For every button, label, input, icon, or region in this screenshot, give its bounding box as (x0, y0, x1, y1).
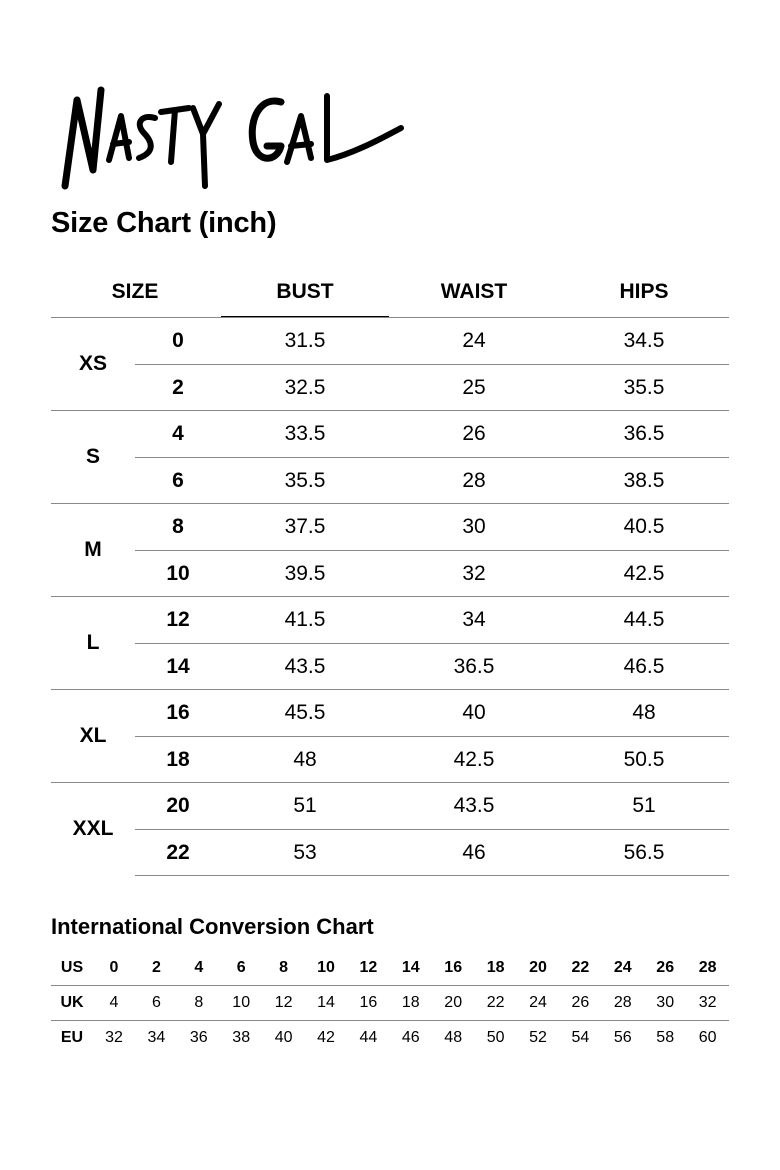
brand-logo (55, 78, 410, 196)
conversion-cell: 4 (194, 959, 204, 976)
cell-bust: 35.5 (284, 469, 326, 492)
conversion-cell: 22 (571, 959, 590, 976)
conversion-cell: 12 (274, 994, 293, 1011)
conversion-cell: 40 (274, 1029, 293, 1046)
cell-bust: 41.5 (284, 608, 326, 631)
cell-hips: 34.5 (623, 329, 665, 352)
conversion-cell: 6 (236, 959, 246, 976)
cell-waist: 46 (462, 841, 486, 864)
conversion-cell: 32 (698, 994, 717, 1011)
cell-size: 8 (172, 515, 184, 538)
cell-waist: 32 (462, 562, 486, 585)
conversion-cell: 12 (359, 959, 378, 976)
conversion-cell: 18 (401, 994, 420, 1011)
conversion-row-uk (51, 985, 729, 1020)
cell-size: 22 (166, 841, 190, 864)
cell-waist: 25 (462, 376, 486, 399)
size-group-s (51, 410, 729, 503)
cell-waist: 34 (462, 608, 486, 631)
table-row (135, 457, 729, 504)
conversion-cell: 54 (571, 1029, 590, 1046)
conversion-cell: 6 (151, 994, 161, 1011)
cell-waist: 30 (462, 515, 486, 538)
table-row (135, 643, 729, 690)
conversion-cell: 22 (486, 994, 505, 1011)
conversion-cell: 20 (444, 994, 463, 1011)
conversion-cell: 26 (656, 959, 675, 976)
cell-hips: 35.5 (623, 376, 665, 399)
page-title: Size Chart (inch) (51, 207, 277, 239)
header-waist: WAIST (440, 280, 508, 303)
table-row (135, 550, 729, 597)
table-row (135, 504, 729, 550)
table-row (135, 364, 729, 411)
cell-waist: 43.5 (453, 794, 495, 817)
conversion-cell: 50 (486, 1029, 505, 1046)
cell-size: 2 (172, 376, 184, 399)
cell-bust: 45.5 (284, 701, 326, 724)
conversion-cell: 28 (698, 959, 717, 976)
table-bottom-border (135, 875, 729, 876)
cell-size: 0 (172, 329, 184, 352)
conversion-cell: 38 (232, 1029, 251, 1046)
group-label: S (85, 445, 100, 468)
cell-hips: 50.5 (623, 748, 665, 771)
cell-waist: 36.5 (453, 655, 495, 678)
conversion-cell: 4 (109, 994, 119, 1011)
group-label: M (84, 538, 102, 561)
conversion-cell: 32 (105, 1029, 123, 1046)
table-row (135, 690, 729, 736)
cell-bust: 51 (293, 794, 317, 817)
size-group-xs (51, 317, 729, 410)
conversion-cell: 20 (529, 959, 547, 976)
conversion-cell: 14 (401, 959, 420, 976)
conversion-cell: 14 (317, 994, 335, 1011)
conversion-cell: 24 (529, 994, 547, 1011)
logo-script-icon (55, 78, 410, 196)
size-group-xxl (51, 782, 729, 875)
conversion-table (51, 951, 729, 1055)
cell-waist: 26 (462, 422, 486, 445)
cell-bust: 33.5 (284, 422, 326, 445)
conversion-cell: 26 (571, 994, 590, 1011)
size-group-m (51, 503, 729, 596)
conversion-cell: 2 (151, 959, 161, 976)
cell-size: 4 (172, 422, 184, 445)
conversion-cell: 46 (401, 1029, 420, 1046)
conversion-cell: 8 (194, 994, 204, 1011)
table-row (135, 318, 729, 364)
conversion-row-us (51, 951, 729, 985)
conversion-cell: 8 (279, 959, 289, 976)
conversion-cell: 36 (189, 1029, 208, 1046)
conversion-cell: 16 (359, 994, 378, 1011)
conversion-cell: 30 (656, 994, 675, 1011)
cell-hips: 56.5 (623, 841, 665, 864)
cell-waist: 42.5 (453, 748, 495, 771)
conversion-cell: 34 (147, 1029, 166, 1046)
cell-size: 6 (172, 469, 184, 492)
cell-bust: 31.5 (284, 329, 326, 352)
cell-size: 16 (166, 701, 190, 724)
cell-hips: 51 (632, 794, 656, 817)
group-label: XXL (72, 817, 114, 840)
conversion-cell: 24 (613, 959, 632, 976)
cell-size: 14 (166, 655, 190, 678)
table-row (135, 411, 729, 457)
header-size: SIZE (111, 280, 159, 303)
conversion-cell: 42 (317, 1029, 335, 1046)
cell-hips: 40.5 (623, 515, 665, 538)
conversion-row-label: EU (60, 1029, 84, 1046)
conversion-cell: 56 (613, 1029, 632, 1046)
table-header (51, 270, 729, 317)
conversion-cell: 44 (359, 1029, 378, 1046)
group-label: L (86, 631, 100, 654)
conversion-cell: 10 (317, 959, 335, 976)
conversion-cell: 18 (486, 959, 505, 976)
header-hips: HIPS (619, 280, 669, 303)
cell-bust: 37.5 (284, 515, 326, 538)
conversion-title: International Conversion Chart (51, 914, 374, 939)
cell-hips: 42.5 (623, 562, 665, 585)
conversion-cell: 48 (444, 1029, 463, 1046)
conversion-cell: 28 (613, 994, 632, 1011)
cell-bust: 53 (293, 841, 317, 864)
cell-hips: 36.5 (623, 422, 665, 445)
conversion-cell: 10 (232, 994, 251, 1011)
conversion-row-eu (51, 1020, 729, 1055)
conversion-cell: 60 (698, 1029, 717, 1046)
group-label: XS (78, 352, 107, 375)
size-group-l (51, 596, 729, 689)
group-label: XL (79, 724, 107, 747)
cell-size: 10 (166, 562, 190, 585)
cell-waist: 40 (462, 701, 486, 724)
cell-bust: 39.5 (284, 562, 326, 585)
table-row (135, 829, 729, 876)
table-row (135, 736, 729, 783)
conversion-row-label: UK (60, 994, 84, 1011)
cell-bust: 32.5 (284, 376, 326, 399)
cell-waist: 24 (462, 329, 486, 352)
cell-size: 18 (166, 748, 190, 771)
cell-bust: 48 (293, 748, 317, 771)
header-bust: BUST (276, 280, 334, 303)
conversion-row-label: US (60, 959, 84, 976)
conversion-cell: 52 (529, 1029, 547, 1046)
cell-hips: 48 (632, 701, 656, 724)
size-chart-table (51, 270, 729, 875)
table-row (135, 783, 729, 829)
cell-size: 20 (166, 794, 190, 817)
cell-hips: 38.5 (623, 469, 665, 492)
size-group-xl (51, 689, 729, 782)
cell-bust: 43.5 (284, 655, 326, 678)
conversion-cell: 16 (444, 959, 463, 976)
cell-waist: 28 (462, 469, 486, 492)
table-row (135, 597, 729, 643)
conversion-cell: 58 (656, 1029, 675, 1046)
cell-hips: 44.5 (623, 608, 665, 631)
cell-hips: 46.5 (623, 655, 665, 678)
cell-size: 12 (166, 608, 190, 631)
conversion-cell: 0 (109, 959, 119, 976)
